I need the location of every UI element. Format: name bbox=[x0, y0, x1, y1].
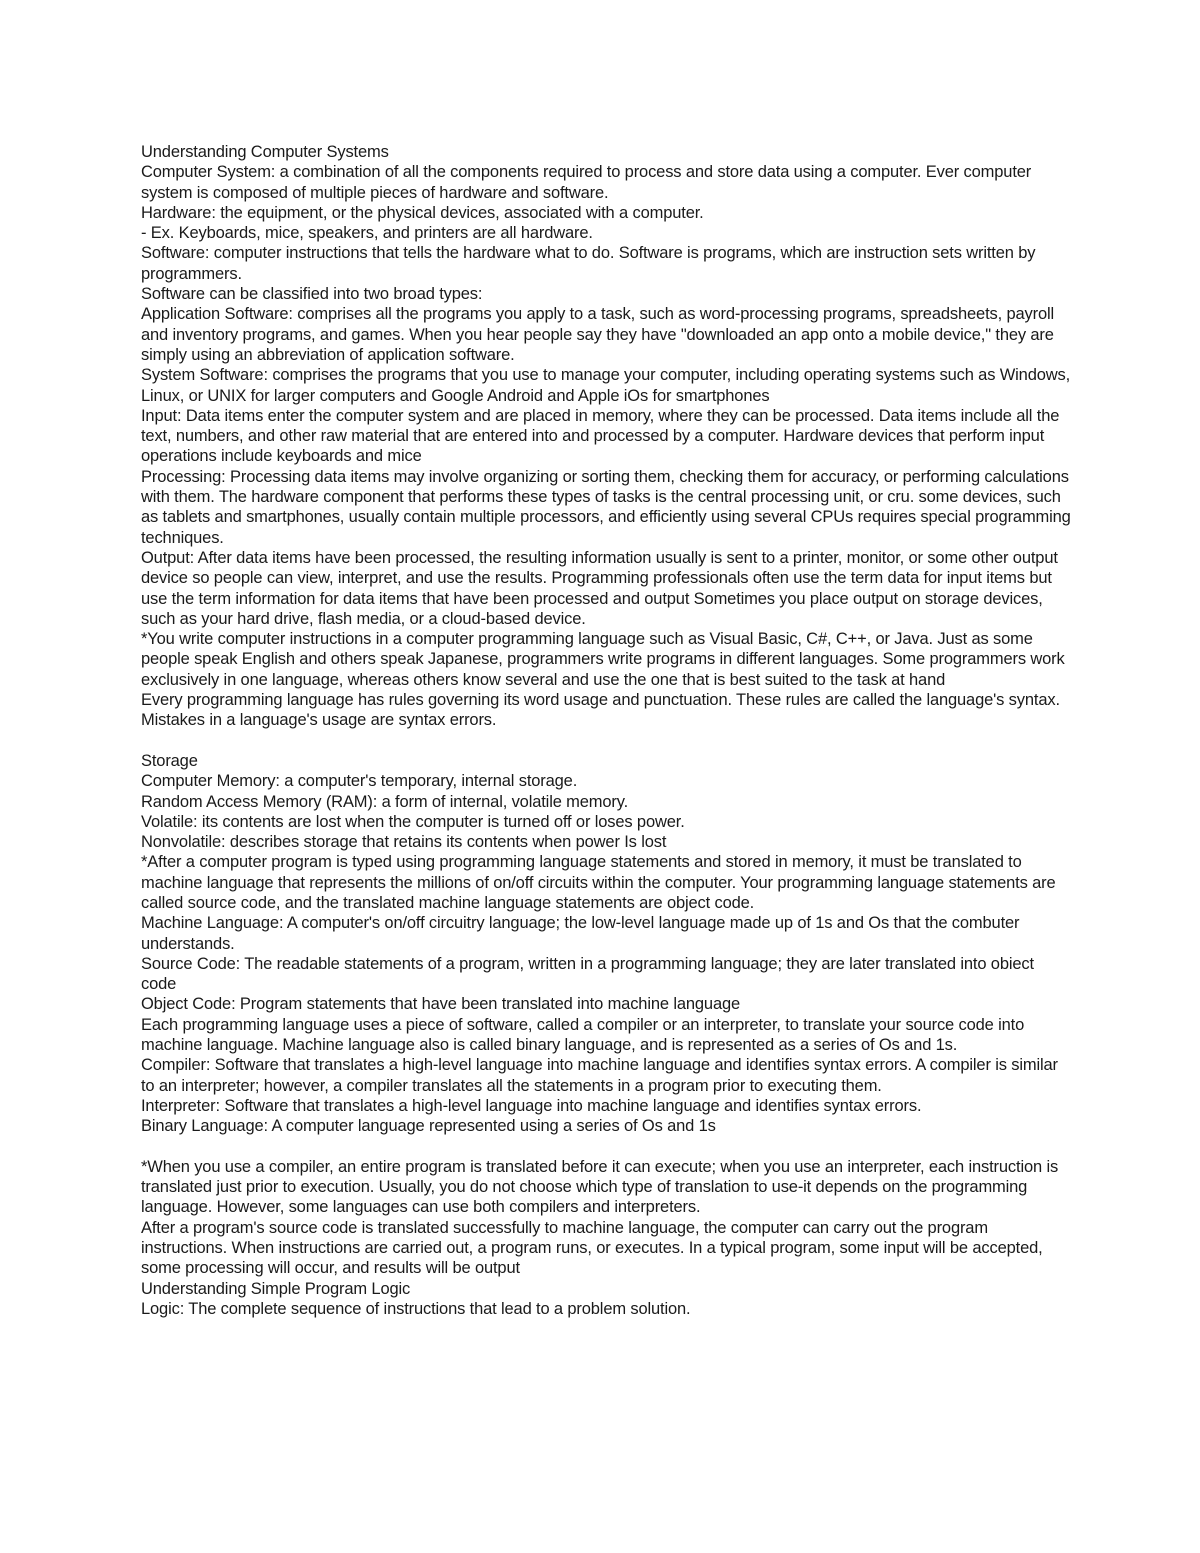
heading-simple-program-logic: Understanding Simple Program Logic bbox=[141, 1279, 411, 1298]
paragraph-source-code: Source Code: The readable statements of a program, written in a programming language; they are later translated into obiect code bbox=[141, 954, 1034, 994]
heading-storage: Storage bbox=[141, 751, 198, 770]
paragraph-translation: *After a computer program is typed using programming language statements and stored in memory, it must be translated to machine language that represents the millions of on/off circuits within the computer. Your programming language statements are called source code, and the translated machine language statements are object code. bbox=[141, 853, 1056, 912]
paragraph-processing: Processing: Processing data items may involve organizing or sorting them, checking them for accuracy, or performing calculations with them. The hardware component that performs these types of tasks is the central processing unit, or cru. some devices, such as tablets and smartphones, usually contain multiple processors, and efficiently using several CPUs requires special programming techniques. bbox=[141, 467, 1071, 547]
paragraph-object-code: Object Code: Program statements that have been translated into machine language bbox=[141, 995, 741, 1014]
paragraph-interpreter: Interpreter: Software that translates a high-level language into machine language and identifies syntax errors. bbox=[141, 1096, 922, 1115]
paragraph-syntax: Every programming language has rules governing its word usage and punctuation. These rules are called the language's syntax. Mistakes in a language's usage are syntax errors. bbox=[141, 691, 1060, 730]
paragraph-ram: Random Access Memory (RAM): a form of internal, volatile memory. bbox=[141, 792, 629, 811]
heading-understanding-computer-systems: Understanding Computer Systems bbox=[141, 143, 389, 161]
paragraph-nonvolatile: Nonvolatile: describes storage that retains its contents when power Is lost bbox=[141, 833, 667, 852]
blank-line bbox=[141, 1137, 1071, 1157]
paragraph-input: Input: Data items enter the computer system and are placed in memory, where they can be processed. Data items include all the text, numbers, and other raw material that are entered into and processed by a computer. Hardware devices that perform input operations include keyboards and mice bbox=[141, 406, 1060, 466]
paragraph-compiler: Compiler: Software that translates a high-level language into machine language and identifies syntax errors. A compiler is similar to an interpreter; however, a compiler translates all the statements in a program prior to executing them. bbox=[141, 1056, 1058, 1095]
paragraph-hardware: Hardware: the equipment, or the physical devices, associated with a computer. bbox=[141, 203, 704, 222]
paragraph-software-types: Software can be classified into two broad types: bbox=[141, 285, 483, 304]
paragraph-compiler-interpreter: Each programming language uses a piece of software, called a compiler or an interpreter, to translate your source code into machine language. Machine language also is called binary language, and is represented as a series of Os and 1s. bbox=[141, 1015, 1025, 1055]
blank-line bbox=[141, 731, 1071, 751]
paragraph-software: Software: computer instructions that tells the hardware what to do. Software is programs, which are instruction sets written by programmers. bbox=[141, 244, 1036, 283]
paragraph-binary-language: Binary Language: A computer language represented using a series of Os and 1s bbox=[141, 1117, 716, 1136]
paragraph-volatile: Volatile: its contents are lost when the computer is turned off or loses power. bbox=[141, 812, 685, 831]
paragraph-hardware-example: - Ex. Keyboards, mice, speakers, and printers are all hardware. bbox=[141, 224, 593, 243]
paragraph-program-execution: After a program's source code is translated successfully to machine language, the computer can carry out the program instructions. When instructions are carried out, a program runs, or executes. In a typical program, some input will be accepted, some processing will occur, and results will be output bbox=[141, 1218, 1043, 1278]
paragraph-compiler-vs-interpreter: *When you use a compiler, an entire program is translated before it can execute; when you use an interpreter, each instruction is translated just prior to execution. Usually, you do not choose which type of translation to use-it depends on the programming language. However, some languages can use both compilers and interpreters. bbox=[141, 1157, 1059, 1217]
paragraph-logic: Logic: The complete sequence of instructions that lead to a problem solution. bbox=[141, 1299, 691, 1318]
paragraph-computer-memory: Computer Memory: a computer's temporary, internal storage. bbox=[141, 772, 578, 791]
paragraph-output: Output: After data items have been processed, the resulting information usually is sent to a printer, monitor, or some other output device so people can view, interpret, and use the results. Programming professionals often use the term data for input items but use the term information for data items that have been processed and output Sometimes you place output on storage devices, such as your hard drive, flash media, or a cloud-based device. bbox=[141, 548, 1058, 628]
paragraph-system-software: System Software: comprises the programs that you use to manage your computer, including operating systems such as Windows, Linux, or UNIX for larger computers and Google Android and Apple iOs for smartphones bbox=[141, 366, 1071, 405]
paragraph-programming-languages: *You write computer instructions in a computer programming language such as Visual Basic, C#, C++, or Java. Just as some people speak English and others speak Japanese, programmers write programs in different languages. Some programmers work exclusively in one language, whereas others know several and use the one that is best suited to the task at hand bbox=[141, 630, 1065, 689]
document-body bbox=[141, 142, 1071, 1319]
paragraph-application-software: Application Software: comprises all the programs you apply to a task, such as word-processing programs, spreadsheets, payroll and inventory programs, and games. When you hear people say they have "downloaded an app onto a mobile device," they are simply using an abbreviation of application software. bbox=[141, 305, 1055, 364]
paragraph-computer-system: Computer System: a combination of all the components required to process and store data using a computer. Ever computer system is composed of multiple pieces of hardware and software. bbox=[141, 163, 1032, 202]
paragraph-machine-language: Machine Language: A computer's on/off circuitry language; the low-level language made up of 1s and Os that the combuter understands. bbox=[141, 914, 1020, 953]
